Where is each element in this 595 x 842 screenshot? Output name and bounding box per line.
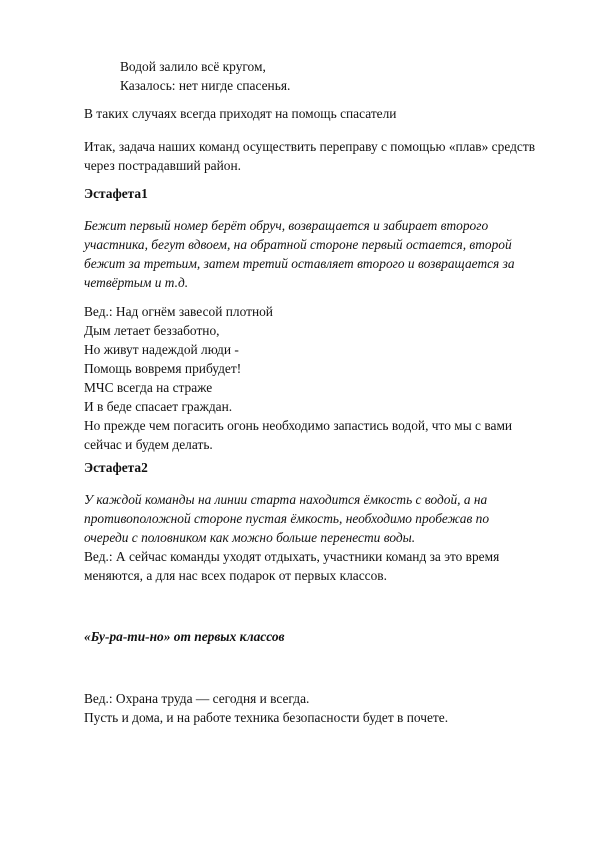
task-line: через пострадавший район. bbox=[84, 158, 241, 173]
host-line: Но живут надеждой люди - bbox=[84, 342, 239, 357]
host-line: МЧС всегда на страже bbox=[84, 380, 213, 395]
relay2-heading: Эстафета2 bbox=[84, 460, 148, 475]
host-line: Дым летает беззаботно, bbox=[84, 323, 220, 338]
rescuers-line: В таких случаях всегда приходят на помощь спасатели bbox=[84, 106, 397, 121]
host-line: Помощь вовремя прибудет! bbox=[84, 361, 242, 376]
relay1-description bbox=[84, 216, 554, 292]
poem-intro bbox=[120, 57, 590, 95]
host-line: сейчас и будем делать. bbox=[84, 437, 213, 452]
host-line: Вед.: Над огнём завесой плотной bbox=[84, 304, 273, 319]
host-line: Пусть и дома, и на работе техника безопасности будет в почете. bbox=[84, 710, 449, 725]
poem-line: Казалось: нет нигде спасенья. bbox=[120, 78, 291, 93]
relay1-heading: Эстафета1 bbox=[84, 186, 148, 201]
relay1-line: Бежит первый номер берёт обруч, возвращается и забирает второго bbox=[84, 218, 489, 233]
relay1-line: участника, бегут вдвоем, на обратной стороне первый остается, второй bbox=[84, 237, 512, 252]
host-line: меняются, а для нас всех подарок от первых классов. bbox=[84, 568, 387, 583]
host-line: Вед.: Охрана труда — сегодня и всегда. bbox=[84, 691, 310, 706]
poem-line: Водой залило всё кругом, bbox=[120, 59, 266, 74]
task-paragraph bbox=[84, 137, 554, 175]
host-line: И в беде спасает граждан. bbox=[84, 399, 233, 414]
host-block-2 bbox=[84, 547, 554, 585]
relay1-line: четвёртым и т.д. bbox=[84, 275, 189, 290]
relay2-line: У каждой команды на линии старта находится ёмкость с водой, а на bbox=[84, 492, 488, 507]
relay2-line: противоположной стороне пустая ёмкость, необходимо пробежав по bbox=[84, 511, 490, 526]
host-block-1 bbox=[84, 302, 554, 454]
host-line: Но прежде чем погасить огонь необходимо запастись водой, что мы с вами bbox=[84, 418, 513, 433]
host-line: Вед.: А сейчас команды уходят отдыхать, участники команд за это время bbox=[84, 549, 500, 564]
relay2-description bbox=[84, 490, 554, 547]
host-block-3 bbox=[84, 689, 554, 727]
relay2-line: очереди с половником как можно больше перенести воды. bbox=[84, 530, 416, 545]
task-line: Итак, задача наших команд осуществить переправу с помощью «плав» средств bbox=[84, 139, 536, 154]
relay1-line: бежит за третьим, затем третий оставляет второго и возвращается за bbox=[84, 256, 515, 271]
performance-title: «Бу-ра-ти-но» от первых классов bbox=[84, 629, 285, 644]
